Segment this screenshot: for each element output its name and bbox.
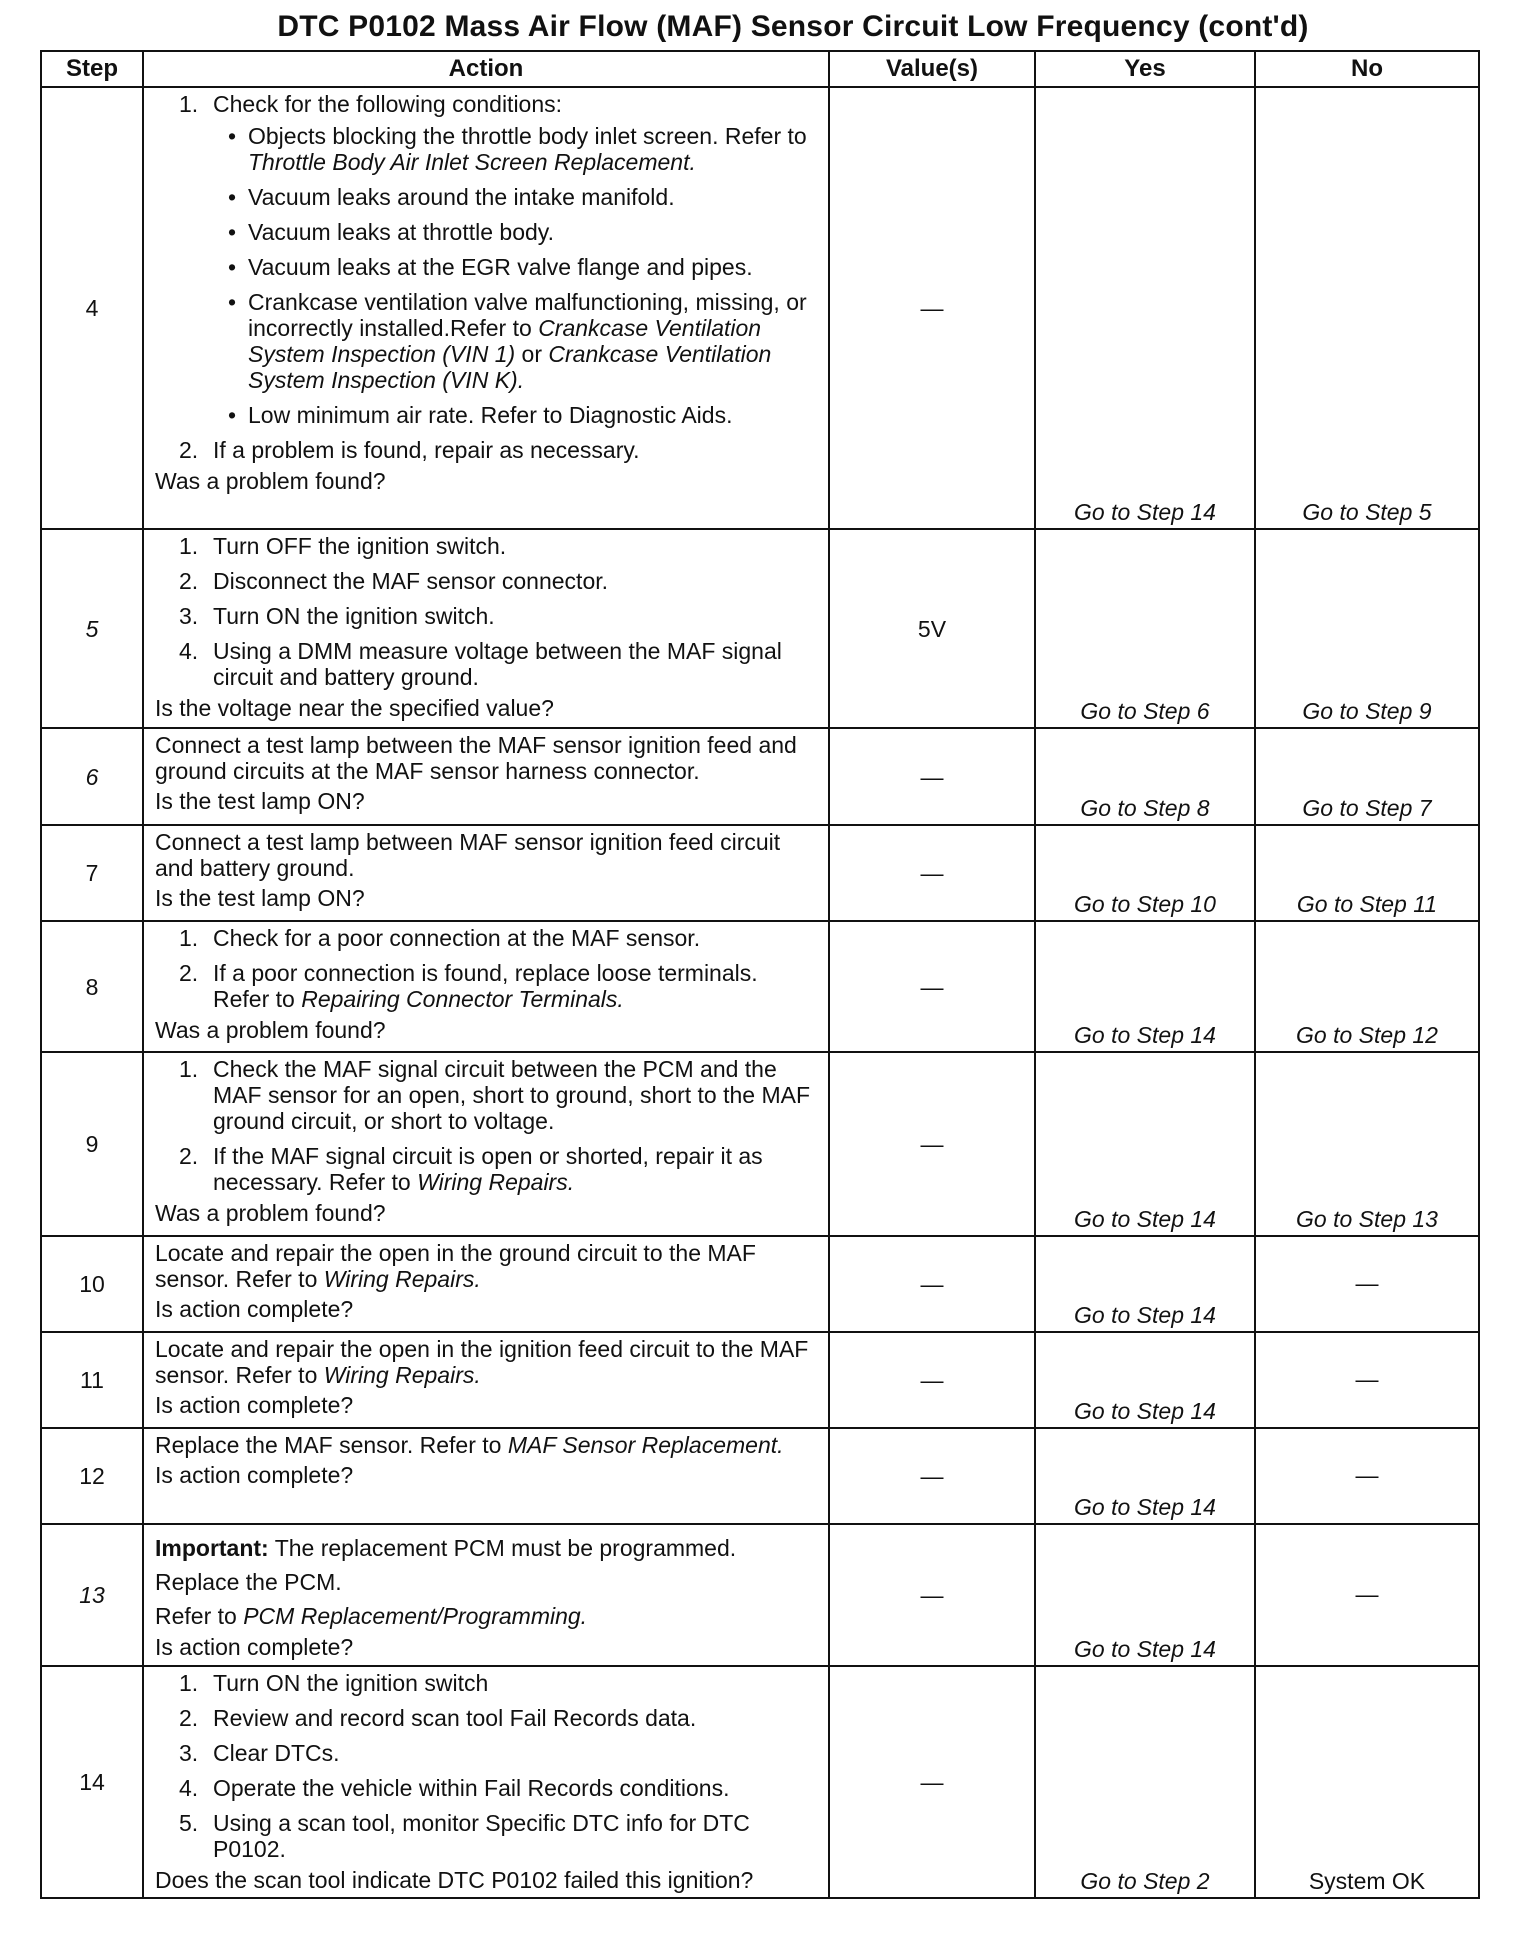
no-cell: System OK xyxy=(1255,1666,1479,1898)
action-cell xyxy=(143,1524,829,1666)
no-cell: Go to Step 5 xyxy=(1255,87,1479,529)
condition-item: • Vacuum leaks at the EGR valve flange and pipes. xyxy=(213,254,820,280)
question-text: Was a problem found? xyxy=(155,1016,386,1043)
action-item: 1. Check for the following conditions: • Objects blocking the throttle body inlet screen. Refer to Throttle Body Air Inlet Screen Replacement. • Vacuum leaks around the intake manifold. • Vacuum leaks at throttle body. • Vacuum leaks at the EGR valve flange and pipes. • Crankcase ventilation valve malfunctioning, missing, or incorrectly installed.Refer to Crankcase Ventilation System Inspection (VIN 1) or Crankcase Ventilation System Inspection (VIN K). • Low minimum air rate. Refer to Diagnostic Aids. xyxy=(155,91,820,428)
action-cell xyxy=(143,1236,829,1332)
yes-cell: Go to Step 14 xyxy=(1035,1524,1255,1666)
reference-link[interactable]: Wiring Repairs. xyxy=(323,1265,481,1292)
action-item: 4. Operate the vehicle within Fail Records conditions. xyxy=(179,1774,730,1801)
no-cell: Go to Step 9 xyxy=(1255,529,1479,728)
action-item: 2. Disconnect the MAF sensor connector. xyxy=(179,567,609,594)
question-text: Is action complete? xyxy=(155,1633,354,1660)
table-row-step-14 xyxy=(41,1666,1479,1898)
step-number: 5 xyxy=(41,529,143,728)
action-item: 5. Using a scan tool, monitor Specific DTC info for DTC P0102. xyxy=(179,1809,750,1862)
step-number: 7 xyxy=(41,825,143,921)
header-step: Step xyxy=(41,51,143,87)
table-row-step-8 xyxy=(41,921,1479,1052)
step-number: 6 xyxy=(41,728,143,825)
action-item: 2. If a poor connection is found, replace loose terminals. Refer to Repairing Connector Terminals. xyxy=(179,959,758,1012)
action-item: 4. Using a DMM measure voltage between the MAF signal circuit and battery ground. xyxy=(179,637,782,690)
important-note: Important: The replacement PCM must be programmed. xyxy=(155,1535,737,1561)
action-cell xyxy=(143,1428,829,1524)
header-yes: Yes xyxy=(1035,51,1255,87)
question-text: Is action complete? xyxy=(155,1461,354,1488)
question-text: Is the test lamp ON? xyxy=(155,787,365,814)
action-text: Locate and repair the open in the ignition feed circuit to the MAF sensor. Refer to Wiring Repairs. xyxy=(155,1336,809,1388)
step-number: 9 xyxy=(41,1052,143,1236)
table-row-step-7 xyxy=(41,825,1479,921)
action-cell xyxy=(143,728,829,825)
step-number: 11 xyxy=(41,1332,143,1428)
action-cell xyxy=(143,825,829,921)
reference-link[interactable]: MAF Sensor Replacement. xyxy=(507,1432,784,1458)
no-cell: — xyxy=(1255,1428,1479,1524)
step-number: 8 xyxy=(41,921,143,1052)
action-text: Connect a test lamp between the MAF sensor ignition feed and ground circuits at the MAF sensor harness connector. xyxy=(155,732,797,784)
no-cell: — xyxy=(1255,1236,1479,1332)
step-number: 14 xyxy=(41,1666,143,1898)
action-text: Replace the PCM. xyxy=(155,1568,342,1595)
no-cell: — xyxy=(1255,1332,1479,1428)
no-cell: Go to Step 12 xyxy=(1255,921,1479,1052)
reference-link[interactable]: Wiring Repairs. xyxy=(417,1168,575,1195)
value-cell: — xyxy=(829,1666,1035,1898)
yes-cell: Go to Step 14 xyxy=(1035,921,1255,1052)
value-cell: — xyxy=(829,87,1035,529)
yes-cell: Go to Step 14 xyxy=(1035,87,1255,529)
reference-link[interactable]: Wiring Repairs. xyxy=(323,1361,481,1388)
condition-item: • Vacuum leaks around the intake manifold. xyxy=(213,184,820,210)
value-cell: — xyxy=(829,1052,1035,1236)
question-text: Does the scan tool indicate DTC P0102 failed this ignition? xyxy=(155,1866,754,1893)
yes-cell: Go to Step 8 xyxy=(1035,728,1255,825)
question-text: Was a problem found? xyxy=(155,1199,386,1226)
value-cell: — xyxy=(829,1236,1035,1332)
question-text: Is action complete? xyxy=(155,1391,354,1418)
table-row-step-5 xyxy=(41,529,1479,728)
yes-cell: Go to Step 10 xyxy=(1035,825,1255,921)
step-number: 13 xyxy=(41,1524,143,1666)
step-number: 12 xyxy=(41,1428,143,1524)
action-item: 2. If a problem is found, repair as necessary. xyxy=(179,436,640,463)
step-number: 10 xyxy=(41,1236,143,1332)
yes-cell: Go to Step 14 xyxy=(1035,1428,1255,1524)
value-cell: — xyxy=(829,728,1035,825)
yes-cell: Go to Step 2 xyxy=(1035,1666,1255,1898)
yes-cell: Go to Step 14 xyxy=(1035,1332,1255,1428)
action-text: Locate and repair the open in the ground circuit to the MAF sensor. Refer to Wiring Repairs. xyxy=(155,1240,756,1292)
action-cell xyxy=(143,1052,829,1236)
action-cell xyxy=(143,921,829,1052)
reference-link[interactable]: Repairing Connector Terminals. xyxy=(301,985,624,1012)
condition-item: • Low minimum air rate. Refer to Diagnostic Aids. xyxy=(213,402,820,428)
condition-item: • Objects blocking the throttle body inlet screen. Refer to Throttle Body Air Inlet Screen Replacement. xyxy=(213,123,820,175)
header-row xyxy=(41,51,1479,87)
yes-cell: Go to Step 14 xyxy=(1035,1236,1255,1332)
action-item: 1. Turn OFF the ignition switch. xyxy=(179,533,507,559)
question-text: Is the voltage near the specified value? xyxy=(155,694,554,721)
header-values: Value(s) xyxy=(829,51,1035,87)
table-row-step-4 xyxy=(41,87,1479,529)
value-cell: — xyxy=(829,1524,1035,1666)
header-no: No xyxy=(1255,51,1479,87)
yes-cell: Go to Step 6 xyxy=(1035,529,1255,728)
action-text: Connect a test lamp between MAF sensor ignition feed circuit and battery ground. xyxy=(155,829,781,881)
action-text: Refer to PCM Replacement/Programming. xyxy=(155,1602,588,1629)
question-text: Was a problem found? xyxy=(155,467,386,494)
action-cell xyxy=(143,1666,829,1898)
condition-item: • Vacuum leaks at throttle body. xyxy=(213,219,820,245)
action-item: 2. Review and record scan tool Fail Records data. xyxy=(179,1704,697,1731)
action-item: 1. Turn ON the ignition switch xyxy=(179,1670,489,1696)
important-label: Important: xyxy=(155,1535,269,1561)
question-text: Is the test lamp ON? xyxy=(155,884,365,911)
reference-link[interactable]: Crankcase Ventilation System Inspection (VIN K). xyxy=(248,340,772,393)
value-cell: — xyxy=(829,825,1035,921)
value-cell: 5V xyxy=(829,529,1035,728)
table-row-step-12 xyxy=(41,1428,1479,1524)
diagnostic-table xyxy=(40,50,1480,1899)
no-cell: — xyxy=(1255,1524,1479,1666)
action-item: 3. Turn ON the ignition switch. xyxy=(179,602,495,629)
reference-link[interactable]: PCM Replacement/Programming. xyxy=(243,1602,588,1629)
action-cell xyxy=(143,1332,829,1428)
value-cell: — xyxy=(829,1332,1035,1428)
reference-link[interactable]: Throttle Body Air Inlet Screen Replacement. xyxy=(248,148,696,175)
table-row-step-10 xyxy=(41,1236,1479,1332)
page-title: DTC P0102 Mass Air Flow (MAF) Sensor Circuit Low Frequency (cont'd) xyxy=(277,10,1309,43)
value-cell: — xyxy=(829,921,1035,1052)
condition-item: • Crankcase ventilation valve malfunctioning, missing, or incorrectly installed.Refer to Crankcase Ventilation System Inspection (VIN 1) or Crankcase Ventilation System Inspection (VIN K). xyxy=(213,289,820,393)
action-item: 1. Check the MAF signal circuit between the PCM and the MAF sensor for an open, short to ground, short to the MAF ground circuit, or short to voltage. xyxy=(179,1056,811,1134)
yes-cell: Go to Step 14 xyxy=(1035,1052,1255,1236)
reference-link[interactable]: Crankcase Ventilation System Inspection (VIN 1) xyxy=(248,314,762,367)
no-cell: Go to Step 7 xyxy=(1255,728,1479,825)
step-number: 4 xyxy=(41,87,143,529)
action-text: Replace the MAF sensor. Refer to MAF Sensor Replacement. xyxy=(155,1432,784,1458)
table-row-step-13 xyxy=(41,1524,1479,1666)
no-cell: Go to Step 13 xyxy=(1255,1052,1479,1236)
no-cell: Go to Step 11 xyxy=(1255,825,1479,921)
table-row-step-11 xyxy=(41,1332,1479,1428)
action-item: 2. If the MAF signal circuit is open or shorted, repair it as necessary. Refer to Wiring Repairs. xyxy=(179,1142,763,1195)
table-row-step-9 xyxy=(41,1052,1479,1236)
header-action: Action xyxy=(143,51,829,87)
question-text: Is action complete? xyxy=(155,1295,354,1322)
table-row-step-6 xyxy=(41,728,1479,825)
action-item: 1. Check for a poor connection at the MAF sensor. xyxy=(179,925,701,951)
action-item: 3. Clear DTCs. xyxy=(179,1739,340,1766)
action-cell xyxy=(143,87,829,529)
action-cell xyxy=(143,529,829,728)
value-cell: — xyxy=(829,1428,1035,1524)
